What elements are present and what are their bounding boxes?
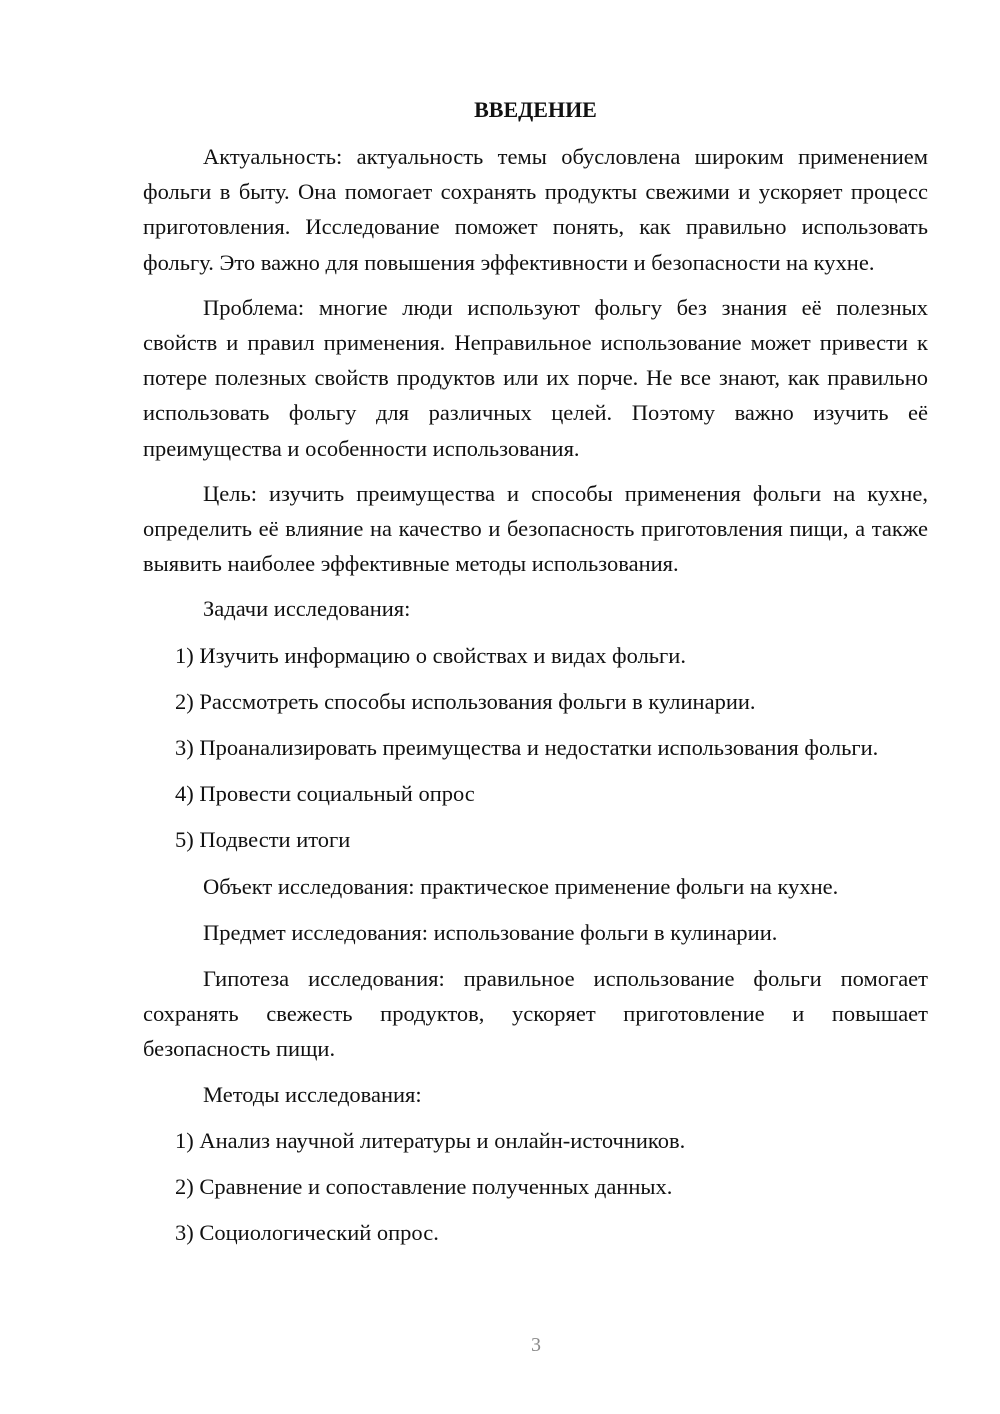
goal-paragraph: Цель: изучить преимущества и способы применения фольги на кухне, определить её влияние на качество и безопасность приготовления пищи, а также выявить наиболее эффективные методы использования.: [143, 480, 928, 577]
page-number: 3: [531, 1334, 541, 1356]
task-item: 5) Подвести итоги: [175, 827, 351, 853]
object-line: Объект исследования: практическое применение фольги на кухне.: [203, 873, 839, 899]
page-content: [143, 92, 928, 1261]
method-item: 1) Анализ научной литературы и онлайн-источников.: [175, 1127, 686, 1153]
problem-paragraph: Проблема: многие люди используют фольгу без знания её полезных свойств и правил применения. Неправильное использование может привести к потере полезных свойств продуктов или их порче. Не все знают, как правильно использовать фольгу для различных целей. Поэтому важно изучить её преимущества и особенности использования.: [143, 294, 928, 461]
tasks-heading: Задачи исследования:: [203, 596, 411, 622]
page-title: ВВЕДЕНИЕ: [474, 97, 597, 122]
method-item: 3) Социологический опрос.: [175, 1220, 439, 1246]
task-item: 2) Рассмотреть способы использования фольги в кулинарии.: [175, 688, 756, 714]
hypothesis-paragraph: Гипотеза исследования: правильное использование фольги помогает сохранять свежесть продуктов, ускоряет приготовление и повышает безопасность пищи.: [143, 966, 928, 1062]
methods-heading: Методы исследования:: [203, 1081, 422, 1107]
relevance-paragraph: Актуальность: актуальность темы обусловлена широким применением фольги в быту. Она помогает сохранять продукты свежими и ускоряет процесс приготовления. Исследование поможет понять, как правильно использовать фольгу. Это важно для повышения эффективности и безопасности на кухне.: [143, 144, 928, 275]
task-item: 1) Изучить информацию о свойствах и видах фольги.: [175, 642, 686, 668]
task-item: 3) Проанализировать преимущества и недостатки использования фольги.: [175, 735, 879, 761]
method-item: 2) Сравнение и сопоставление полученных данных.: [175, 1174, 673, 1200]
subject-line: Предмет исследования: использование фольги в кулинарии.: [203, 919, 778, 945]
task-item: 4) Провести социальный опрос: [175, 781, 475, 807]
